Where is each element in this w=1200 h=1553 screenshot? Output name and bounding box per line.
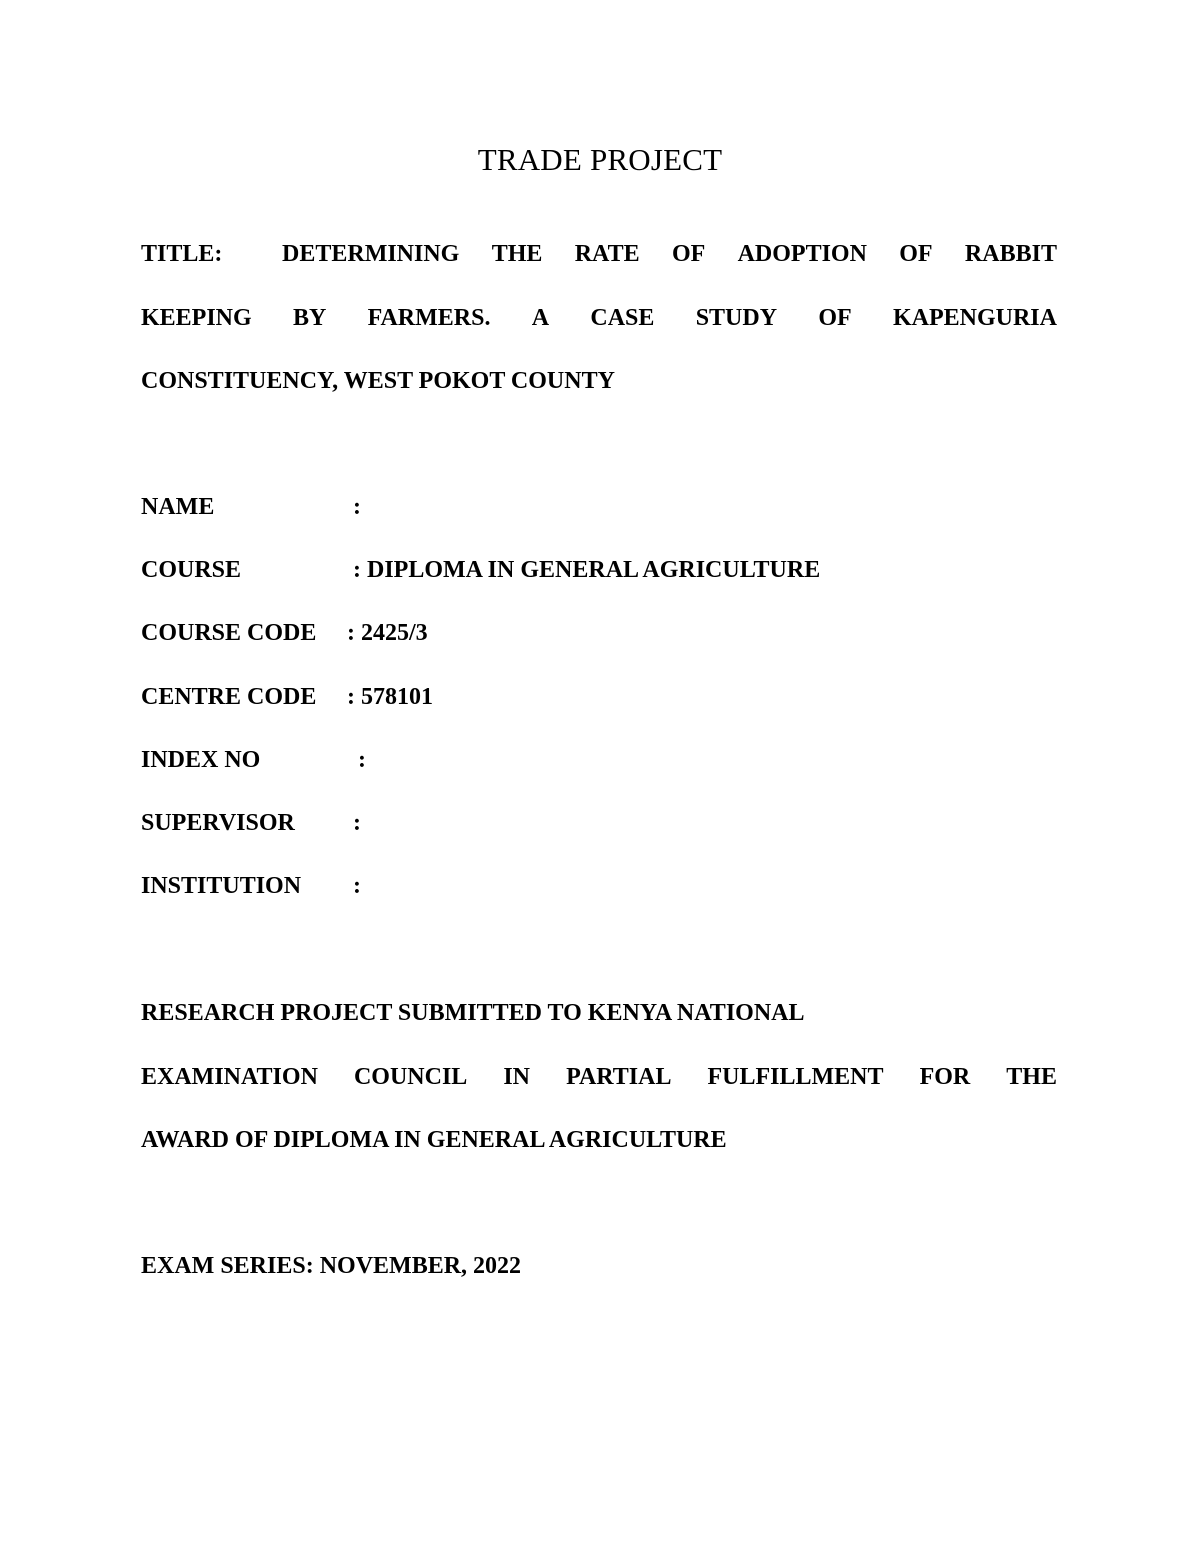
field-label: CENTRE CODE — [141, 683, 317, 710]
statement-word: THE — [1006, 1063, 1057, 1090]
field-separator: : — [353, 809, 361, 836]
title-word: OF — [818, 304, 852, 331]
field-value: DIPLOMA IN GENERAL AGRICULTURE — [367, 557, 821, 584]
title-word: CASE — [590, 304, 655, 331]
title-word: KAPENGURIA — [892, 304, 1057, 331]
field-institution — [141, 873, 1057, 936]
details-list — [141, 494, 1057, 936]
statement-word: FOR — [919, 1063, 971, 1090]
title-word: KEEPING — [141, 304, 252, 331]
title-word: BY — [292, 304, 327, 331]
title-word: ADOPTION — [737, 241, 867, 267]
exam-series-text: EXAM SERIES: NOVEMBER, 2022 — [141, 1253, 522, 1279]
title-word: THE — [491, 241, 543, 267]
title-line-1 — [141, 241, 1057, 305]
field-course — [141, 557, 1057, 620]
document-heading: TRADE PROJECT — [477, 142, 723, 177]
field-value: 2425/3 — [361, 620, 428, 647]
title-line-3: CONSTITUENCY, WEST POKOT COUNTY — [141, 368, 615, 394]
title-label: TITLE: — [141, 241, 223, 267]
project-title — [141, 241, 1057, 432]
statement-word: COUNCIL — [353, 1063, 468, 1090]
field-supervisor — [141, 810, 1057, 873]
field-index-no — [141, 747, 1057, 810]
title-word: A — [531, 304, 550, 331]
submission-statement — [141, 1000, 1057, 1191]
field-separator: : — [347, 683, 355, 710]
field-label: INSTITUTION — [141, 873, 302, 900]
title-word: RABBIT — [964, 241, 1057, 267]
statement-word: EXAMINATION — [141, 1063, 318, 1090]
field-course-code — [141, 620, 1057, 683]
field-value: 578101 — [361, 683, 433, 710]
title-word: OF — [899, 241, 933, 267]
field-label: COURSE CODE — [141, 620, 317, 647]
title-word: RATE — [574, 241, 640, 267]
statement-line-3: AWARD OF DIPLOMA IN GENERAL AGRICULTURE — [141, 1127, 727, 1153]
field-separator: : — [358, 746, 366, 773]
title-line-1-words — [282, 241, 1057, 305]
field-separator: : — [353, 557, 361, 584]
field-separator: : — [347, 620, 355, 647]
statement-line-1: RESEARCH PROJECT SUBMITTED TO KENYA NATIONAL — [141, 1000, 805, 1026]
statement-line-2 — [141, 1064, 1057, 1128]
field-name — [141, 494, 1057, 557]
title-word: STUDY — [695, 304, 778, 331]
title-word: OF — [671, 241, 706, 267]
title-word: DETERMINING — [282, 241, 460, 267]
field-centre-code — [141, 684, 1057, 747]
field-separator: : — [353, 494, 361, 520]
field-label: SUPERVISOR — [141, 809, 295, 836]
field-label: NAME — [141, 494, 215, 520]
field-separator: : — [353, 873, 361, 900]
field-label: INDEX NO — [141, 746, 261, 773]
title-line-2 — [141, 305, 1057, 369]
statement-word: PARTIAL — [566, 1063, 672, 1090]
statement-word: IN — [503, 1063, 531, 1090]
field-label: COURSE — [141, 557, 242, 584]
statement-word: FULFILLMENT — [707, 1063, 884, 1090]
title-word: FARMERS. — [367, 304, 491, 331]
exam-series — [141, 1253, 1057, 1317]
